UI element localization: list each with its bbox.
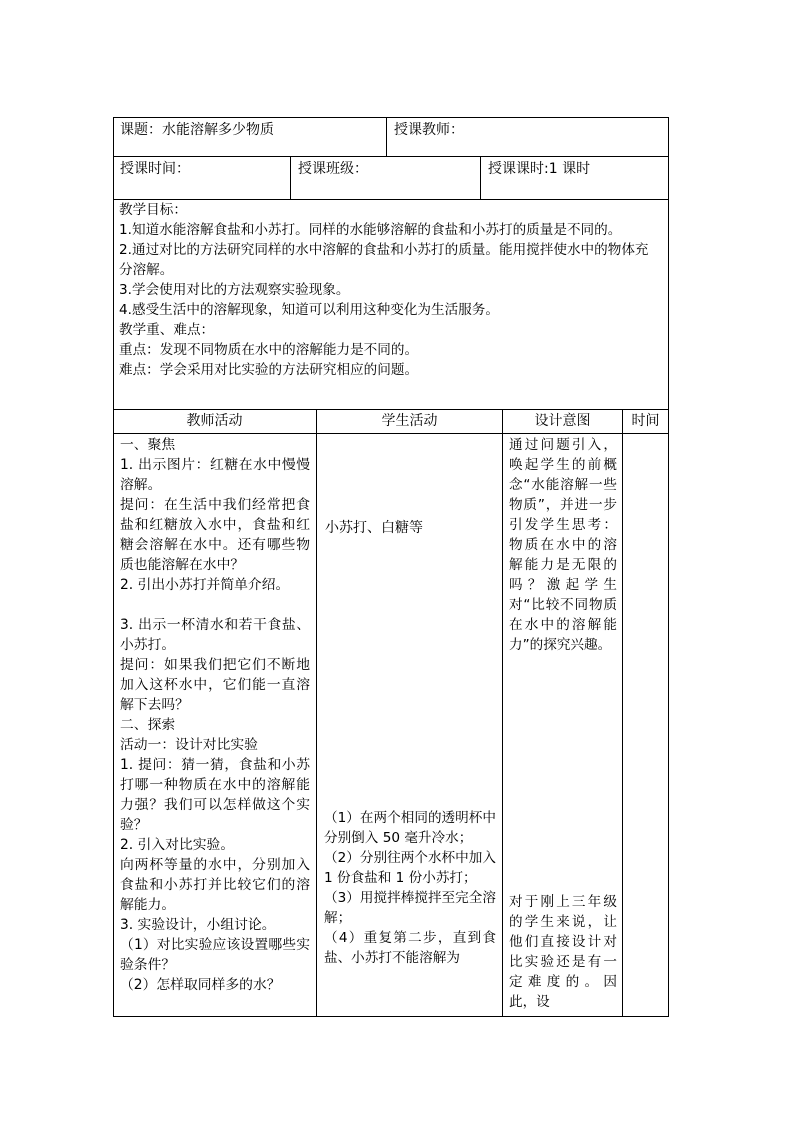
- objectives-cell: [113, 200, 668, 409]
- class-cell: [291, 157, 480, 199]
- student-step: （1）在两个相同的透明杯中分别倒入 50 毫升冷水；: [324, 810, 496, 846]
- design-intent-text: 通过问题引入，唤起学生的前概念“水能溶解一些物质”，并进一步引发学生思考：物质在水中的溶解能力是无限的吗？激起学生对“比较不同物质在水中的溶解能力”的探究兴趣。: [509, 437, 617, 653]
- teacher-spacer: [120, 595, 310, 615]
- objectives-title: 教学目标：: [119, 202, 187, 218]
- column-header-design: 设计意图: [534, 413, 591, 429]
- teacher-line: 提问：如果我们把它们不断地加入这杯水中，它们能一直溶解下去吗？: [120, 657, 310, 713]
- time-column-cell: [623, 434, 668, 1016]
- teacher-cell: [387, 118, 668, 156]
- student-answer: 小苏打、白糖等: [325, 520, 423, 536]
- key-point: 重点：发现不同物质在水中的溶解能力是不同的。: [119, 342, 419, 358]
- hours-cell: [481, 157, 668, 199]
- border-col-2: [502, 409, 503, 1017]
- design-intent-text: 对于刚上三年级的学生来说，让他们直接设计对比实验还是有一定难度的。因此，设: [509, 894, 617, 1010]
- teacher-line: 提问：在生活中我们经常把食盐和红糖放入水中，食盐和红糖会溶解在水中。还有哪些物质也能溶解在水中？: [120, 497, 310, 573]
- teacher-line: 1. 提问：猜一猜，食盐和小苏打哪一种物质在水中的溶解能力强？我们可以怎样做这个实验？: [120, 757, 310, 833]
- design-intent-2: [504, 892, 622, 1016]
- objective-item-1: 1.知道水能溶解食盐和小苏打。同样的水能够溶解的食盐和小苏打的质量是不同的。: [119, 222, 622, 238]
- border-right: [668, 117, 669, 1017]
- time-label: 授课时间：: [120, 161, 190, 177]
- column-header-teacher: 教师活动: [186, 413, 243, 429]
- student-step: （2）分别往两个水杯中加入 1 份食盐和 1 份小苏打；: [324, 850, 496, 886]
- teacher-line: 2. 引出小苏打并简单介绍。: [120, 577, 290, 593]
- student-step: （3）用搅拌棒搅拌至完全溶解；: [324, 890, 496, 926]
- topic-label: 课题：水能溶解多少物质: [120, 122, 274, 138]
- student-steps-cell: [318, 808, 502, 1016]
- border-bottom: [113, 1016, 669, 1017]
- teacher-label: 授课教师：: [394, 122, 464, 138]
- class-label: 授课班级：: [298, 161, 368, 177]
- column-header-time: 时间: [631, 413, 660, 429]
- teacher-line: （1）对比实验应该设置哪些实验条件？: [120, 937, 310, 973]
- objective-item-4: 4.感受生活中的溶解现象，知道可以利用这种变化为生活服务。: [119, 302, 499, 318]
- design-intent-1: [504, 434, 622, 714]
- teacher-line: 3. 实验设计，小组讨论。: [120, 917, 276, 933]
- hours-label: 授课课时:1 课时: [488, 161, 591, 177]
- objective-item-2: 2.通过对比的方法研究同样的水中溶解的食盐和小苏打的质量。能用搅拌使水中的物体充分溶解。: [119, 242, 649, 278]
- teacher-activity-cell: [114, 434, 316, 1016]
- student-step: （4）重复第二步，直到食盐、小苏打不能溶解为: [324, 930, 496, 966]
- difficult-point: 难点：学会采用对比实验的方法研究相应的问题。: [119, 362, 419, 378]
- teacher-line: 1. 出示图片：红糖在水中慢慢溶解。: [120, 457, 310, 493]
- column-header-student: 学生活动: [381, 413, 438, 429]
- border-col-1: [316, 409, 317, 1017]
- time-cell: [113, 157, 290, 199]
- teacher-line: 一、聚焦: [120, 437, 176, 453]
- topic-cell: [113, 118, 386, 156]
- teacher-line: 3. 出示一杯清水和若干食盐、小苏打。: [120, 617, 310, 653]
- teacher-line: 向两杯等量的水中，分别加入食盐和小苏打并比较它们的溶解能力。: [120, 857, 310, 913]
- teacher-line: 活动一：设计对比实验: [120, 737, 258, 753]
- teacher-line: 2. 引入对比实验。: [120, 837, 235, 853]
- key-points-title: 教学重、难点：: [119, 322, 215, 338]
- teacher-line: （2）怎样取同样多的水？: [120, 977, 281, 993]
- teacher-line: 二、探索: [120, 717, 176, 733]
- objective-item-3: 3.学会使用对比的方法观察实验现象。: [119, 282, 350, 298]
